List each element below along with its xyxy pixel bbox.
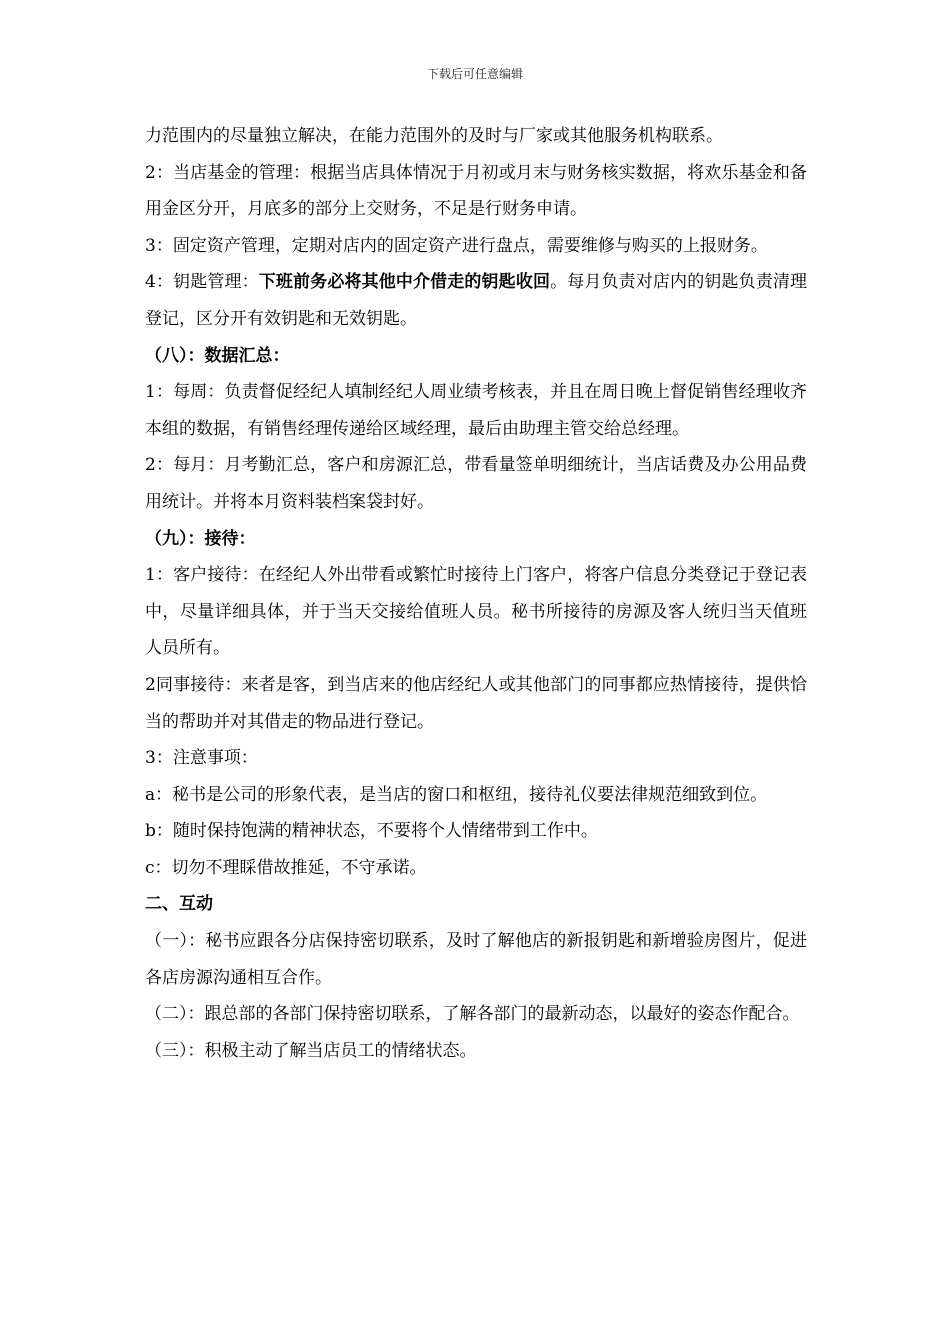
text-run: 。每月负责对店内的钥匙负责清理登记，区分开有效钥匙和无效钥匙。 [145,272,808,329]
paragraph: 2同事接待：来者是客，到当店来的他店经纪人或其他部门的同事都应热情接待，提供恰当的帮助并对其借走的物品进行登记。 [145,674,807,732]
section-heading: （九）：接待： [145,528,256,549]
paragraph: a：秘书是公司的形象代表，是当店的窗口和枢纽，接待礼仪要法律规范细致到位。 [145,784,768,805]
paragraph: （二）：跟总部的各部门保持密切联系，了解各部门的最新动态，以最好的姿态作配合。 [145,1004,800,1025]
paragraph: 2：当店基金的管理：根据当店具体情况于月初或月末与财务核实数据，将欢乐基金和备用金区分开，月底多的部分上交财务，不足是行财务申请。 [145,162,807,220]
paragraph: （三）：积极主动了解当店员工的情绪状态。 [145,1040,477,1061]
paragraph: 2：每月：月考勤汇总，客户和房源汇总，带看量签单明细统计，当店话费及办公用品费用统计。并将本月资料装档案袋封好。 [145,455,807,512]
paragraph: 1：客户接待：在经纪人外出带看或繁忙时接待上门客户，将客户信息分类登记于登记表中，尽量详细具体，并于当天交接给值班人员。秘书所接待的房源及客人统归当天值班人员所有。 [145,565,807,659]
text-run: 4：钥匙管理： [145,272,259,293]
paragraph: c：切勿不理睬借故推延，不守承诺。 [145,857,427,878]
section-heading: （八）：数据汇总： [145,345,290,366]
section-heading: 二、互动 [145,894,213,915]
paragraph: b：随时保持饱满的精神状态，不要将个人情绪带到工作中。 [145,821,598,842]
paragraph: 1：每周：负责督促经纪人填制经纪人周业绩考核表，并且在周日晚上督促销售经理收齐本组的数据，有销售经理传递给区域经理，最后由助理主管交给总经理。 [145,382,807,439]
page-header: 下载后可任意编辑 [426,67,523,81]
paragraph: （一）：秘书应跟各分店保持密切联系，及时了解他店的新报钥匙和新增验房图片，促进各店房源沟通相互合作。 [145,931,807,988]
paragraph: 3：固定资产管理，定期对店内的固定资产进行盘点，需要维修与购买的上报财务。 [145,235,768,256]
document-body [145,118,807,1069]
bold-emphasis: 下班前务必将其他中介借走的钥匙收回 [258,272,551,293]
paragraph-key-management [145,264,807,337]
paragraph: 力范围内的尽量独立解决，在能力范围外的及时与厂家或其他服务机构联系。 [145,126,723,146]
paragraph: 3：注意事项： [145,748,258,769]
